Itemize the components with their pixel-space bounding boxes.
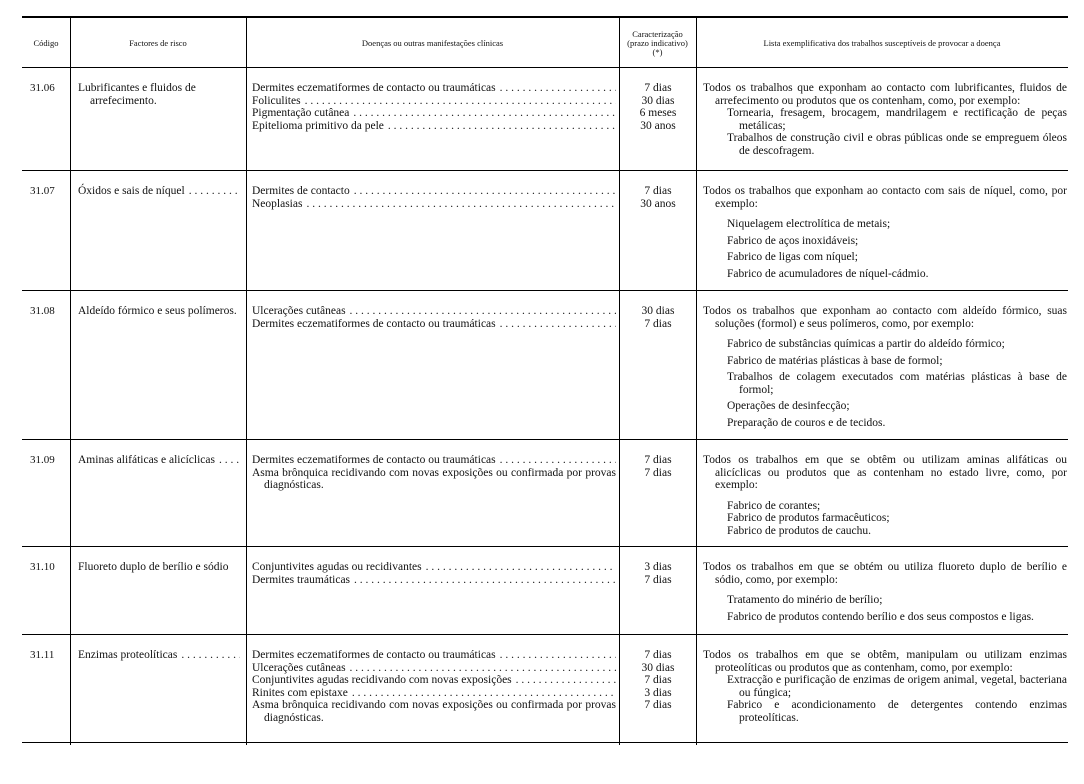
factor-text: Enzimas proteolíticas [78,649,178,661]
header-works: Lista exemplificativa dos trabalhos susceptíveis de provocar a doença [763,37,1001,48]
factor-text: Lubrificantes e fluidos de arrefecimento. [78,82,196,107]
dot-leader [305,95,616,108]
disease-item [252,318,616,331]
work-example: Fabrico de produtos farmacêuticos; [727,512,890,524]
disease-text: Dermites eczematiformes de contacto ou traumáticas [252,82,496,94]
row-works [703,185,1067,280]
row-works [703,305,1067,429]
disease-text: Conjuntivites agudas ou recidivantes [252,561,422,573]
dot-leader [516,674,616,687]
dot-leader [500,649,616,662]
period-value: 3 dias [644,686,672,699]
disease-text: Dermites de contacto [252,185,350,197]
disease-item [252,120,616,133]
dot-leader [306,198,616,211]
header-period-line: (*) [652,46,663,57]
work-example: Preparação de couros e de tecidos. [727,416,886,429]
row-works [703,454,1067,537]
work-example: Niquelagem electrolítica de metais; [727,218,891,230]
dot-leader [350,662,616,675]
row-factor [78,561,240,574]
work-example: Trabalhos de colagem executados com matérias plásticas à base de formol; [727,371,1067,396]
row-diseases [252,454,616,492]
work-example: Fabrico de matérias plásticas à base de formol; [727,354,943,367]
period-value: 7 dias [644,674,672,686]
work-intro: Todos os trabalhos em que se obtêm, manipulam ou utilizam enzimas proteolíticas ou produtos que as contenham, como, por exemplo: [703,649,1067,674]
row-code: 31.09 [30,454,55,466]
dot-leader [500,318,616,331]
factor-text: Óxidos e sais de níquel [78,185,185,197]
row-rule [22,742,1068,743]
disease-text: Rinites com epistaxe [252,686,348,699]
row-code: 31.06 [30,82,55,94]
dot-leader [500,454,616,467]
period-value: 7 dias [644,573,672,586]
work-example: Fabrico de ligas com níquel; [727,251,858,263]
disease-item [252,674,616,687]
period-value: 30 dias [641,305,675,317]
work-intro: Todos os trabalhos em que se obtêm ou utilizam aminas alifáticas ou alicíclicas ou produtos que as contenham no estado livre, como, por exemplo: [703,454,1067,491]
work-example: Fabrico de acumuladores de níquel-cádmio. [727,267,929,280]
period-value: 7 dias [644,185,672,197]
row-code: 31.07 [30,185,55,197]
row-factor [78,185,240,198]
row-works [703,561,1067,623]
row-code: 31.10 [30,561,55,573]
row-diseases [252,561,616,586]
dot-leader [350,305,616,318]
table-row [22,547,1068,634]
header-period-line: (prazo indicativo) [627,37,688,48]
dot-leader [181,649,240,662]
work-example: Trabalhos de construção civil e obras públicas onde se empreguem óleos de descofragem. [727,132,1067,157]
row-periods [624,185,692,210]
disease-text: Epitelioma primitivo da pele [252,119,384,132]
disease-text: Neoplasias [252,197,303,210]
header-code: Código [33,37,59,48]
header-period-line: Caracterização [632,28,683,39]
period-value: 30 anos [640,197,676,210]
work-example: Fabrico de produtos de cauchu. [727,524,872,537]
disease-item [252,561,616,574]
work-example: Fabrico de corantes; [727,499,821,512]
factor-leader [78,454,240,467]
work-intro: Todos os trabalhos que exponham ao contacto com sais de níquel, como, por exemplo: [703,185,1067,210]
work-example: Tratamento do minério de berílio; [727,594,883,606]
period-value: 30 dias [641,661,675,674]
period-value: 3 dias [644,561,672,573]
row-periods [624,649,692,712]
disease-item [252,198,616,211]
factor-text: Aldeído fórmico e seus polímeros. [78,305,237,317]
work-example: Operações de desinfecção; [727,400,850,412]
row-works [703,82,1067,157]
work-example: Fabrico de aços inoxidáveis; [727,234,859,247]
dot-leader [426,561,616,574]
dot-leader [354,574,616,587]
period-value: 7 dias [644,317,672,330]
disease-item [252,454,616,467]
table-row [22,68,1068,170]
row-diseases [252,82,616,132]
table-row [22,440,1068,546]
header-period [619,18,696,68]
disease-item [252,82,616,95]
period-value: 30 anos [640,119,676,132]
disease-item: Asma brônquica recidivando com novas exposições ou confirmada por provas diagnósticas. [252,466,616,491]
disease-text: Dermites eczematiformes de contacto ou traumáticas [252,454,496,466]
disease-item [252,574,616,587]
disease-text: Dermites traumáticas [252,573,351,586]
work-example: Extracção e purificação de enzimas de origem animal, vegetal, bacteriana ou fúngica; [727,674,1067,699]
row-factor [78,649,240,662]
disease-item [252,185,616,198]
table-row [22,635,1068,742]
row-diseases [252,185,616,210]
dot-leader [219,454,240,467]
disease-item [252,95,616,108]
row-code: 31.08 [30,305,55,317]
period-value: 7 dias [644,699,672,711]
disease-text: Conjuntivites agudas recidivando com novas exposições [252,674,512,686]
factor-text: Fluoreto duplo de berílio e sódio [78,561,229,573]
period-value: 7 dias [644,454,672,466]
dot-leader [352,687,616,700]
disease-text: Dermites eczematiformes de contacto ou traumáticas [252,317,496,330]
row-factor [78,305,240,318]
disease-text: Foliculites [252,94,301,107]
work-intro: Todos os trabalhos que exponham ao contacto com aldeído fórmico, suas soluções (formol) e seus polímeros, como, por exemplo: [703,305,1067,330]
row-periods [624,82,692,132]
disease-text: Pigmentação cutânea [252,107,350,119]
dot-leader [500,82,616,95]
period-value: 30 dias [641,94,675,107]
row-code: 31.11 [30,649,55,661]
disease-item [252,107,616,120]
period-value: 7 dias [644,82,672,94]
row-periods [624,561,692,586]
disease-item [252,649,616,662]
period-value: 7 dias [644,466,672,479]
work-example: Fabrico e acondicionamento de detergentes contendo enzimas proteolíticas. [727,699,1067,724]
dot-leader [388,120,616,133]
header-diseases: Doenças ou outras manifestações clínicas [361,37,504,48]
disease-text: Dermites eczematiformes de contacto ou traumáticas [252,649,496,661]
row-periods [624,454,692,479]
table-row [22,171,1068,290]
disease-item [252,687,616,700]
dot-leader [353,107,616,120]
dot-leader [189,185,240,198]
factor-leader [78,185,240,198]
disease-text: Ulcerações cutâneas [252,661,346,674]
work-example: Fabrico de substâncias químicas a partir do aldeído fórmico; [727,338,1005,350]
disease-item: Asma brônquica recidivando com novas exposições ou confirmada por provas diagnósticas. [252,699,616,724]
dot-leader [354,185,616,198]
work-intro: Todos os trabalhos em que se obtém ou utiliza fluoreto duplo de berílio e sódio, como, por exemplo: [703,561,1067,586]
table-row [22,291,1068,439]
disease-item [252,305,616,318]
row-works [703,649,1067,724]
period-value: 7 dias [644,649,672,661]
factor-text: Aminas alifáticas e alicíclicas [78,454,215,466]
work-example: Fabrico de produtos contendo berílio e dos seus compostos e ligas. [727,610,1034,623]
disease-text: Ulcerações cutâneas [252,305,346,317]
header-factors: Factores de risco [129,37,187,48]
row-diseases [252,305,616,330]
disease-item [252,662,616,675]
work-intro: Todos os trabalhos que exponham ao contacto com lubrificantes, fluidos de arrefecimento ou produtos que os contenham, como, por exemplo: [703,82,1067,107]
row-factor [78,454,240,467]
row-periods [624,305,692,330]
period-value: 6 meses [639,107,677,119]
factor-leader [78,649,240,662]
row-diseases [252,649,616,724]
row-factor [78,82,240,107]
work-example: Tornearia, fresagem, brocagem, mandrilagem e rectificação de peças metálicas; [727,107,1067,132]
